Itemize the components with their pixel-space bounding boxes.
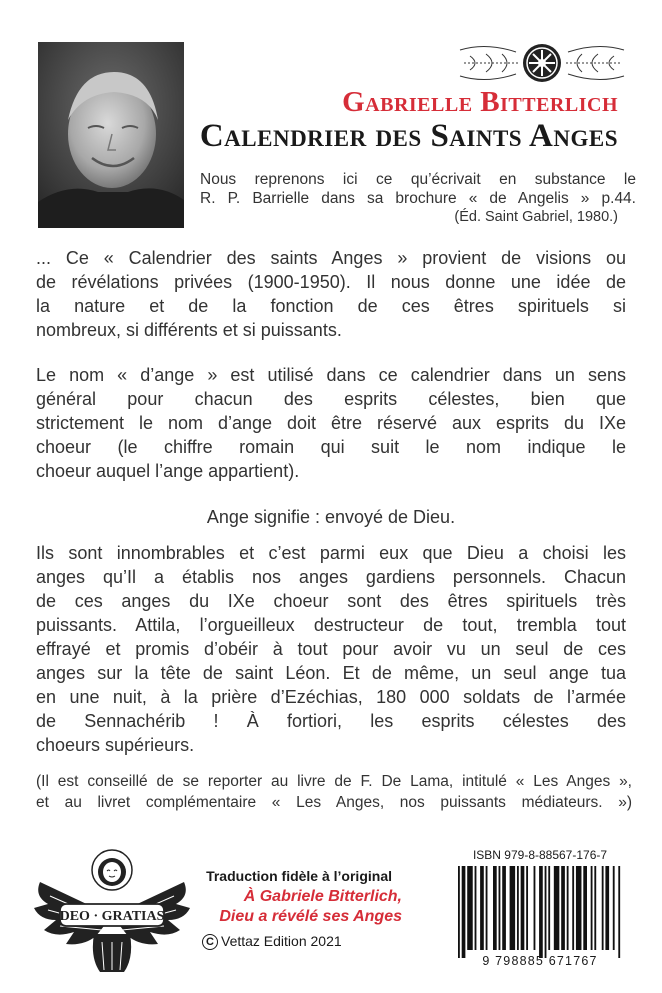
- text-line: choeurs supérieurs.: [36, 735, 195, 755]
- text-line: de Sennachérib ! À fortiori, les esprits célestes des: [36, 711, 626, 731]
- barcode-bar: [613, 866, 615, 950]
- text-line: anges qu’Il a établis nos anges gardiens personnels. Chacun: [36, 567, 626, 587]
- text-line: de ces anges du IXe choeur sont des êtres spirituels très: [36, 591, 626, 611]
- barcode-bar: [502, 866, 506, 950]
- text-line: choeur (le chiffre romain qui suit le nom indique le: [36, 437, 626, 457]
- deo-gratias-emblem: [30, 846, 194, 974]
- barcode-bar: [539, 866, 543, 958]
- barcode-bar: [548, 866, 550, 950]
- publisher-info: [202, 868, 402, 950]
- paragraph-definition: Ange signifie : envoyé de Dieu.: [206, 507, 456, 527]
- text-line: effrayé et promis d’obéir à tout pour avoir vu un seul de ces: [36, 639, 626, 659]
- isbn-label: ISBN 979-8-88567-176-7: [472, 848, 608, 862]
- text-line: en une nuit, à la prière d’Ezéchias, 180 000 soldats de l’armée: [36, 687, 626, 707]
- copyright-text: Vettaz Edition 2021: [221, 933, 342, 949]
- ornament-emblem: [456, 40, 628, 86]
- barcode-bar: [534, 866, 536, 950]
- author-name: Gabrielle Bitterlich: [342, 86, 618, 118]
- barcode-bar: [467, 866, 473, 950]
- paragraph-name-usage: [36, 363, 626, 483]
- barcode-bar: [458, 866, 460, 958]
- text-line: la nature et de la fonction de ces êtres spirituels si: [36, 296, 626, 316]
- text-line: strictement le nom d’ange doit être réservé aux esprits du IXe: [36, 413, 626, 433]
- text-line: Le nom « d’ange » est utilisé dans ce calendrier dans un sens: [36, 365, 626, 385]
- author-portrait: [38, 42, 184, 228]
- paragraph-origin: [36, 246, 626, 342]
- barcode-bar: [486, 866, 488, 950]
- book-title: Calendrier des Saints Anges: [199, 118, 618, 154]
- barcode-bar: [526, 866, 528, 950]
- barcode-bar: [591, 866, 593, 950]
- text-line: Ils sont innombrables et c’est parmi eux que Dieu a choisi les: [36, 543, 626, 563]
- barcode-bar: [480, 866, 484, 950]
- text-line: anges sur la tête de saint Léon. Et de même, un seul ange tua: [36, 663, 626, 683]
- tagline-line: À Gabriele Bitterlich,: [243, 888, 402, 905]
- paragraph-power: [36, 541, 626, 757]
- barcode-bar: [618, 866, 620, 958]
- isbn-digits: 9 798885 671767: [482, 954, 598, 968]
- barcode-bar: [572, 866, 574, 950]
- emblem-text: DEO · GRATIAS: [59, 909, 165, 924]
- barcode-bar: [462, 866, 466, 958]
- copyright-icon: C: [202, 934, 218, 950]
- note-line: et au livret complémentaire « Les Anges, nos puissants médiateurs. »): [36, 794, 632, 811]
- barcode-bar: [510, 866, 516, 950]
- barcode-bar: [561, 866, 565, 950]
- barcode-bar: [567, 866, 569, 950]
- tagline-line: Dieu a révélé ses Anges: [219, 908, 402, 925]
- barcode-bars: [458, 866, 622, 958]
- reference-note: [36, 771, 632, 813]
- note-line: (Il est conseillé de se reporter au livre de F. De Lama, intitulé « Les Anges »,: [36, 773, 632, 790]
- text-line: général pour chacun des esprits célestes, bien que: [36, 389, 626, 409]
- barcode-bar: [605, 866, 609, 950]
- intro-text: [200, 170, 636, 227]
- barcode-bar: [517, 866, 519, 950]
- barcode-bar: [554, 866, 560, 950]
- barcode-bar: [521, 866, 525, 950]
- barcode-bar: [576, 866, 582, 950]
- barcode-bar: [493, 866, 497, 950]
- text-line: nombreux, si différents et si puissants.: [36, 320, 342, 340]
- barcode-bar: [499, 866, 501, 950]
- isbn-barcode: [452, 848, 628, 978]
- barcode-bar: [594, 866, 596, 950]
- barcode-bar: [475, 866, 477, 950]
- text-line: de révélations privées (1900-1950). Il nous donne une idée de: [36, 272, 626, 292]
- translation-note: Traduction fidèle à l’original: [206, 868, 392, 884]
- barcode-bar: [545, 866, 547, 958]
- text-line: choeur auquel l’ange appartient).: [36, 461, 300, 481]
- intro-line: Nous reprenons ici ce qu’écrivait en substance le: [200, 171, 636, 188]
- barcode-bar: [583, 866, 587, 950]
- text-line: puissants. Attila, l’orgueilleux destructeur de tout, trembla tout: [36, 615, 626, 635]
- copyright: [202, 933, 402, 950]
- intro-line: R. P. Barrielle dans sa brochure « de Angelis » p.44.: [200, 190, 636, 207]
- barcode-bar: [602, 866, 604, 950]
- intro-source: (Éd. Saint Gabriel, 1980.): [454, 209, 618, 225]
- text-line: ... Ce « Calendrier des saints Anges » provient de visions ou: [36, 248, 626, 268]
